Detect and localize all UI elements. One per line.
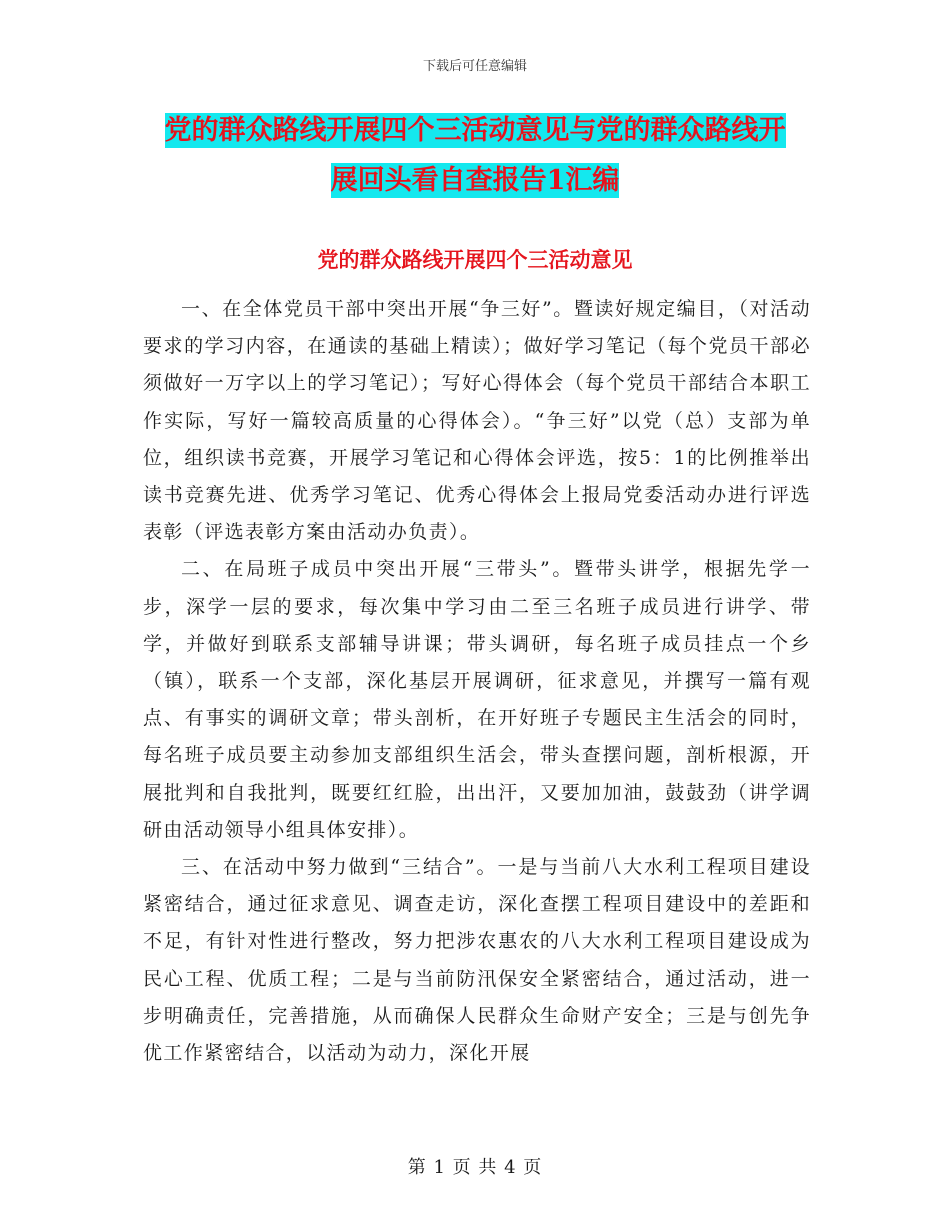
- page-footer: 第 1 页 共 4 页: [407, 1157, 543, 1178]
- page-header: 下载后可任意编辑: [422, 59, 527, 74]
- paragraph-3: 三、在活动中努力做到“三结合”。一是与当前八大水利工程项目建设紧密结合，通过征求意见、调查走访，深化查摆工程项目建设中的差距和不足，有针对性进行整改，努力把涉农惠农的八大水利工程项目建设成为民心工程、优质工程；二是与当前防汛保安全紧密结合，通过活动，进一步明确责任，完善措施，从而确保人民群众生命财产安全；三是与创先争优工作紧密结合，以活动为动力，深化开展: [143, 856, 811, 1065]
- document-title-line-2: [0, 156, 950, 206]
- document-title-line-1: [0, 106, 950, 156]
- title-highlight-2: 展回头看自查报告1汇编: [330, 165, 620, 196]
- document-title: [0, 106, 950, 206]
- body-text: [143, 291, 811, 1072]
- section-title: 党的群众路线开展四个三活动意见: [317, 247, 633, 272]
- title-highlight-1: 党的群众路线开展四个三活动意见与党的群众路线开: [164, 115, 786, 146]
- paragraph-2: 二、在局班子成员中突出开展“三带头”。暨带头讲学，根据先学一步，深学一层的要求，每次集中学习由二至三名班子成员进行讲学、带学，并做好到联系支部辅导讲课；带头调研，每名班子成员挂点一个乡（镇），联系一个支部，深化基层开展调研，征求意见，并撰写一篇有观点、有事实的调研文章；带头剖析，在开好班子专题民主生活会的同时，每名班子成员要主动参加支部组织生活会，带头查摆问题，剖析根源，开展批判和自我批判，既要红红脸，出出汗，又要加加油，鼓鼓劲（讲学调研由活动领导小组具体安排）。: [143, 558, 811, 841]
- paragraph-1: 一、在全体党员干部中突出开展“争三好”。暨读好规定编目，（对活动要求的学习内容，在通读的基础上精读）；做好学习笔记（每个党员干部必须做好一万字以上的学习笔记）；写好心得体会（每个党员干部结合本职工作实际，写好一篇较高质量的心得体会）。“争三好”以党（总）支部为单位，组织读书竞赛，开展学习笔记和心得体会评选，按5：1的比例推举出读书竞赛先进、优秀学习笔记、优秀心得体会上报局党委活动办进行评选表彰（评选表彰方案由活动办负责）。: [143, 298, 811, 544]
